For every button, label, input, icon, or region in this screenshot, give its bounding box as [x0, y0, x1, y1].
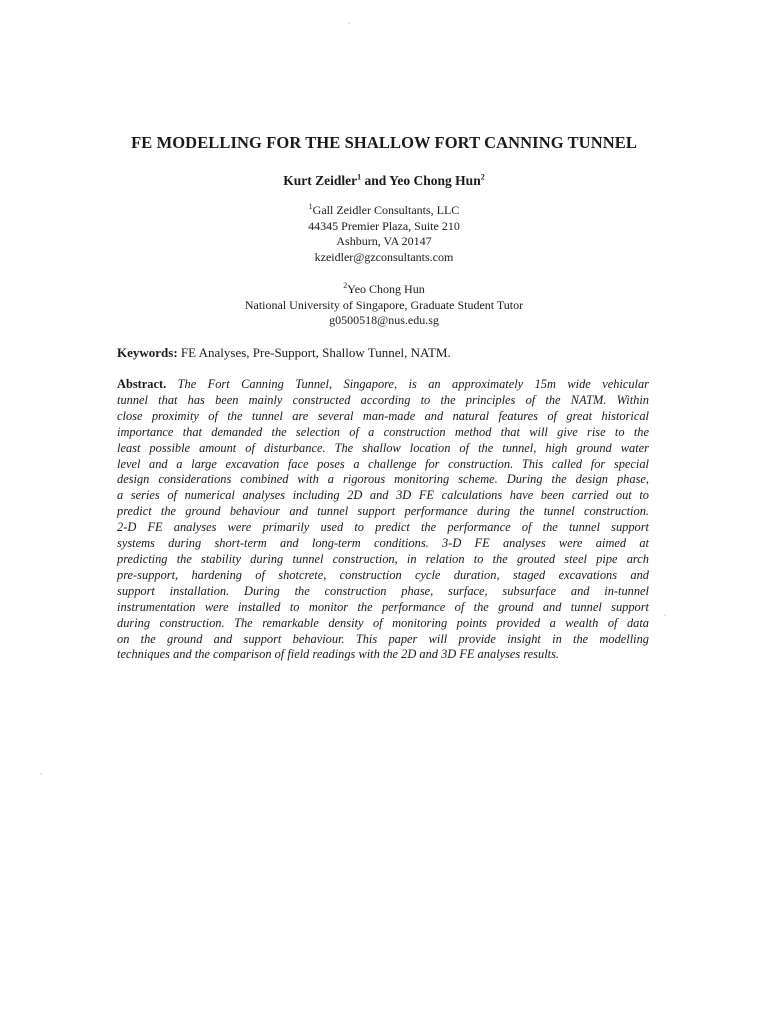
keywords-line: [117, 345, 451, 361]
scan-artifact: [348, 22, 350, 24]
abstract-line: Abstract. The Fort Canning Tunnel, Singapore, is an approximately 15m wide vehicular: [117, 377, 649, 391]
scan-artifact: [664, 614, 666, 616]
abstract-line: importance that demanded the selection of a construction method that will give rise to the: [117, 424, 649, 439]
affiliation-1-address-2: Ashburn, VA 20147: [336, 234, 432, 248]
affiliation-1-marker: 1: [308, 202, 313, 211]
author-conjunction: and: [361, 173, 390, 188]
affiliation-2-name-line: [0, 282, 768, 298]
author-2: Yeo Chong Hun: [389, 173, 481, 188]
abstract-line: a series of numerical analyses including 2D and 3D FE calculations have been carried out to: [117, 488, 649, 503]
affiliation-1: [0, 203, 768, 265]
abstract-paragraph: [117, 377, 649, 663]
abstract-line: predicting the stability during tunnel construction, in relation to the grouted steel pipe arch: [117, 551, 649, 566]
abstract-line: predict the ground behaviour and tunnel support performance during the tunnel construction.: [117, 504, 649, 519]
author-1-affil-marker: 1: [357, 172, 362, 182]
affiliation-2-institution: National University of Singapore, Graduate Student Tutor: [244, 297, 524, 312]
affiliation-1-name: Gall Zeidler Consultants, LLC: [312, 203, 460, 217]
abstract-label: Abstract.: [117, 377, 167, 391]
abstract-line: systems during short-term and long-term conditions. 3-D FE analyses were aimed at: [117, 536, 649, 551]
abstract-line: support installation. During the construction phase, surface, subsurface and in-tunnel: [117, 583, 649, 598]
keywords-label: Keywords:: [117, 345, 178, 360]
abstract-line: on the ground and support behaviour. This paper will provide insight in the modelling: [117, 631, 649, 646]
affiliation-2-marker: 2: [343, 281, 348, 290]
abstract-line: 2-D FE analyses were primarily used to predict the performance of the tunnel support: [117, 520, 649, 535]
abstract-line: during construction. The remarkable density of monitoring points provided a wealth of data: [117, 615, 649, 630]
abstract-line: design considerations combined with a rigorous monitoring scheme. During the design phase,: [117, 472, 649, 487]
affiliation-2-name: Yeo Chong Hun: [347, 282, 425, 296]
affiliation-1-name-line: [0, 203, 768, 219]
abstract-line: close proximity of the tunnel are several man-made and natural features of great historical: [117, 408, 649, 423]
author-1: Kurt Zeidler: [283, 173, 358, 188]
affiliation-1-address-1: 44345 Premier Plaza, Suite 210: [308, 218, 460, 233]
keywords-text: FE Analyses, Pre-Support, Shallow Tunnel, NATM.: [177, 345, 451, 360]
abstract-line: techniques and the comparison of field readings with the 2D and 3D FE analyses results.: [117, 647, 560, 662]
abstract-line: level and a large excavation face poses a challenge for construction. This called for special: [117, 456, 649, 471]
abstract-line: least possible amount of disturbance. The shallow location of the tunnel, high ground water: [117, 440, 649, 455]
affiliation-2: [0, 282, 768, 329]
abstract-line: tunnel that has been mainly constructed according to the principles of the NATM. Within: [117, 392, 649, 407]
abstract-line: pre-support, hardening of shotcrete, construction cycle duration, staged excavations and: [117, 567, 649, 582]
abstract-line: instrumentation were installed to monitor the performance of the ground and tunnel support: [117, 599, 649, 614]
author-2-affil-marker: 2: [480, 172, 485, 182]
affiliation-2-email: g0500518@nus.edu.sg: [329, 313, 439, 327]
scan-artifact: [40, 773, 42, 775]
affiliation-1-email: kzeidler@gzconsultants.com: [314, 249, 454, 264]
paper-title: FE MODELLING FOR THE SHALLOW FORT CANNING TUNNEL: [131, 133, 637, 152]
author-line: [0, 173, 768, 189]
